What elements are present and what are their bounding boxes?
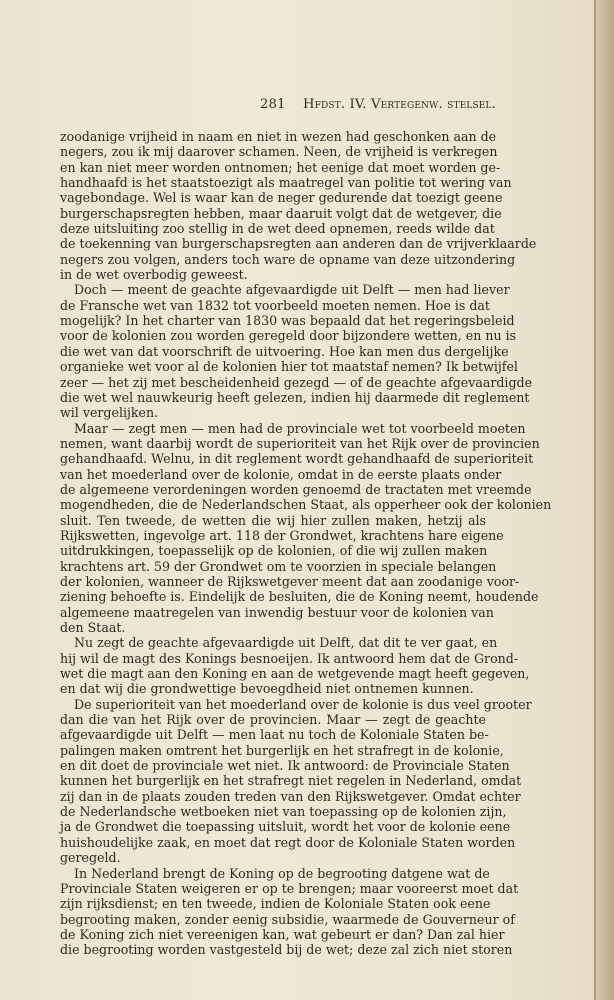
text-line: sluit. Ten tweede, de wetten die wij hier zullen maken, hetzij als (60, 512, 486, 528)
page-number: 281 (260, 97, 286, 112)
text-line: die wet van dat voorschrift de uitvoering. Hoe kan men dus dergelijke (60, 343, 509, 359)
text-line: ziening behoefte is. Eindelijk de besluiten, die de Koning neemt, houdende (60, 589, 539, 605)
text-line: Nu zegt de geachte afgevaardigde uit Delft, dat dit te ver gaat, en (74, 635, 498, 651)
text-line: in de wet overbodig geweest. (60, 267, 248, 283)
text-line: algemeene maatregelen van inwendig bestuur voor de kolonien van (60, 604, 494, 620)
text-line: zij dan in de plaats zouden treden van den Rijkswetgever. Omdat echter (60, 788, 521, 804)
text-line: handhaafd is het staatstoezigt als maatregel van politie tot wering van (60, 175, 512, 191)
text-line: afgevaardigde uit Delft — men laat nu toch de Koloniale Staten be- (60, 727, 489, 743)
text-line: Doch — meent de geachte afgevaardigde uit Delft — men had liever (74, 282, 510, 298)
text-line: van het moederland over de kolonie, omdat in de eerste plaats onder (60, 466, 502, 482)
text-line: mogendheden, die de Nederlandschen Staat, als opperheer ook der kolonien (60, 497, 552, 513)
text-line: zijn rijksdienst; en ten tweede, indien de Koloniale Staten ook eene (60, 896, 491, 912)
text-line: de Koning zich niet vereenigen kan, wat gebeurt er dan? Dan zal hier (60, 926, 505, 942)
text-line: begrooting maken, zonder eenig subsidie, waarmede de Gouverneur of (60, 911, 515, 927)
text-line: De superioriteit van het moederland over de kolonie is dus veel grooter (74, 696, 532, 712)
text-line: voor de kolonien zou worden geregeld door bijzondere wetten, en nu is (60, 328, 517, 344)
text-line: Maar — zegt men — men had de provinciale wet tot voorbeeld moeten (74, 420, 526, 436)
text-line: negers, zou ik mij daarover schamen. Neen, de vrijheid is verkregen (60, 144, 498, 160)
text-line: burgerschapsregten hebben, maar daaruit volgt dat de wetgever, die (60, 205, 502, 221)
text-line: geregeld. (60, 850, 121, 866)
text-line: wil vergelijken. (60, 405, 159, 421)
text-line: de algemeene verordeningen worden genoemd de tractaten met vreemde (60, 481, 532, 497)
text-line: kunnen het burgerlijk en het strafregt niet regelen in Nederland, omdat (60, 773, 522, 789)
text-line: In Nederland brengt de Koning op de begrooting datgene wat de (74, 865, 490, 881)
text-line: nemen, want daarbij wordt de superioriteit van het Rijk over de provincien (60, 435, 540, 451)
text-line: ja de Grondwet die toepassing uitsluit, wordt het voor de kolonie eene (60, 819, 511, 835)
text-line: de Fransche wet van 1832 tot voorbeeld moeten nemen. Hoe is dat (60, 297, 490, 313)
text-line: deze uitsluiting zoo stellig in de wet deed opnemen, reeds wilde dat (60, 221, 495, 237)
running-title: Hfdst. IV. Vertegenw. stelsel. (302, 97, 496, 112)
text-line: den Staat. (60, 620, 126, 635)
text-line: en kan niet meer worden ontnomen; het eenige dat moet worden ge- (60, 159, 501, 175)
page-edge (594, 0, 614, 1000)
text-line: Provinciale Staten weigeren er op te brengen; maar vooreerst moet dat (60, 880, 519, 896)
running-header (260, 97, 496, 112)
text-line: organieke wet voor al de kolonien hier tot maatstaf nemen? Ik betwijfel (60, 359, 518, 375)
text-line: de toekenning van burgerschapsregten aan anderen dan de vrijverklaarde (60, 236, 537, 252)
text-line: zoodanige vrijheid in naam en niet in wezen had geschonken aan de (60, 129, 497, 144)
body-text (60, 129, 552, 958)
text-line: negers zou volgen, anders toch ware de opname van deze uitzondering (60, 251, 516, 267)
text-line: palingen maken omtrent het burgerlijk en het strafregt in de kolonie, (60, 742, 504, 758)
text-line: krachtens art. 59 der Grondwet om te voorzien in speciale belangen (60, 558, 497, 574)
text-line: zeer — het zij met bescheidenheid gezegd — of de geachte afgevaardigde (60, 374, 533, 390)
text-line: der kolonien, wanneer de Rijkswetgever meent dat aan zoodanige voor- (60, 573, 520, 589)
text-line: de Nederlandsche wetboeken niet van toepassing op de kolonien zijn, (60, 804, 507, 820)
text-line: wet die magt aan den Koning en aan de wetgevende magt heeft gegeven, (60, 666, 530, 682)
text-line: hij wil de magt des Konings besnoeijen. Ik antwoord hem dat de Grond- (60, 650, 519, 666)
text-line: gehandhaafd. Welnu, in dit reglement wordt gehandhaafd de superioriteit (60, 451, 534, 467)
text-line: Rijkswetten, ingevolge art. 118 der Grondwet, krachtens hare eigene (60, 527, 504, 543)
text-line: mogelijk? In het charter van 1830 was bepaald dat het regeringsbeleid (60, 313, 515, 329)
text-line: uitdrukkingen, toepasselijk op de kolonien, of die wij zullen maken (60, 543, 488, 559)
text-line: huishoudelijke zaak, en moet dat regt door de Koloniale Staten worden (60, 834, 516, 850)
text-line: die wet wel nauwkeurig heeft gelezen, indien hij daarmede dit reglement (60, 389, 530, 405)
text-line: en dat wij die grondwettige bevoegdheid niet ontnemen kunnen. (60, 681, 474, 697)
text-line: dan die van het Rijk over de provincien. Maar — zegt de geachte (60, 712, 486, 728)
text-line: vagebondage. Wel is waar kan de neger gedurende dat toezigt geene (60, 190, 503, 206)
text-line: en dit doet de provinciale wet niet. Ik antwoord: de Provinciale Staten (60, 758, 510, 774)
text-line: die begrooting worden vastgesteld bij de wet; deze zal zich niet storen (60, 942, 513, 958)
